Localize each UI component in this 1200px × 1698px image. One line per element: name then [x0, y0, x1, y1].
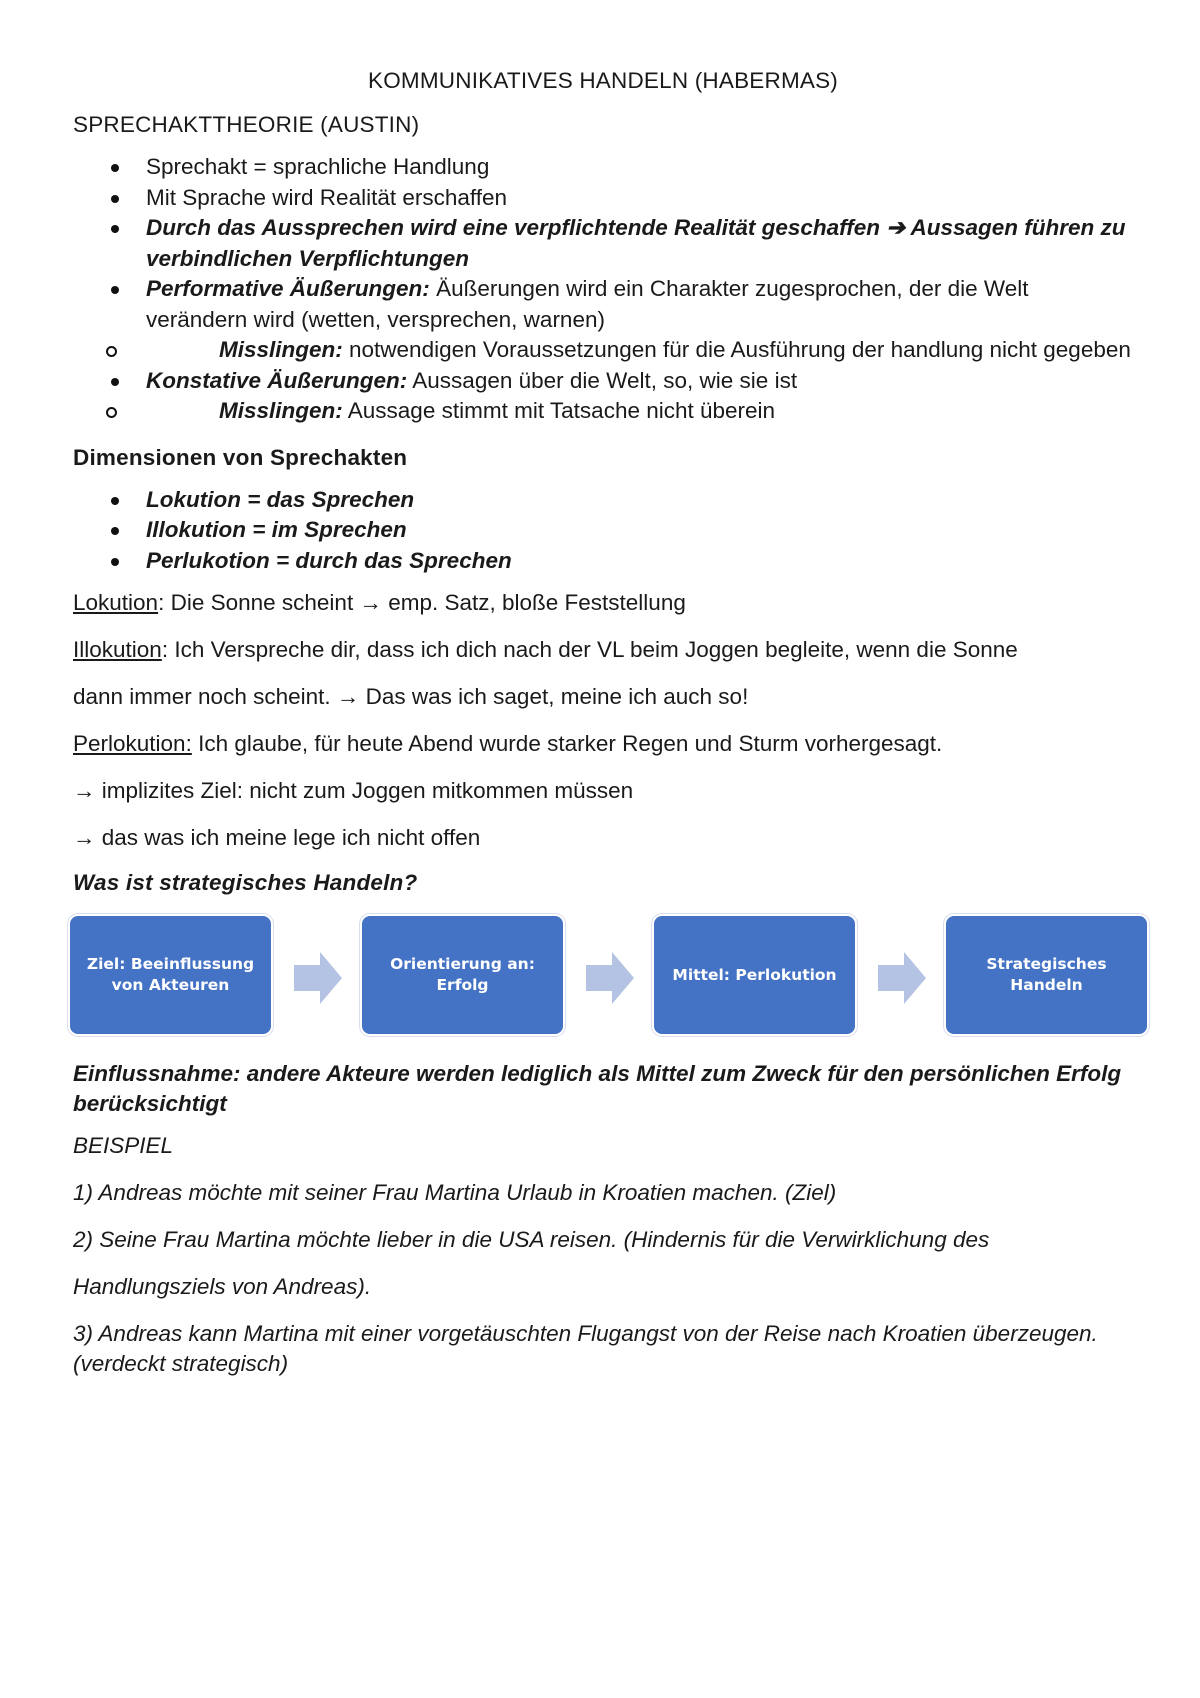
bullet-item	[73, 366, 1133, 427]
bullet-item	[73, 152, 1133, 183]
perlokution-text: Ich glaube, für heute Abend wurde starker Regen und Sturm vorhergesagt.	[191, 731, 943, 756]
sub-bullet-list	[73, 335, 1133, 366]
sub-bullet-item	[73, 335, 1133, 366]
beispiel-heading: BEISPIEL	[73, 1133, 174, 1158]
bullet-item	[73, 213, 1133, 274]
bullet-text: Äußerungen wird ein Charakter zugesprochen, der die Welt verändern wird (wetten, versprechen, warnen)	[146, 276, 1029, 332]
dimensionen-bullet-list	[73, 485, 1133, 577]
arrow-right-icon	[878, 952, 926, 1004]
lokution-paragraph	[73, 588, 1133, 618]
lokution-label: Lokution	[73, 590, 159, 615]
lokution-text: : Die Sonne scheint → emp. Satz, bloße Feststellung	[158, 590, 686, 615]
example-line-3: 3) Andreas kann Martina mit einer vorgetäuschten Flugangst von der Reise nach Kroatien überzeugen. (verdeckt strategisch)	[73, 1321, 1098, 1376]
illokution-paragraph-cont	[73, 682, 1133, 712]
illokution-paragraph	[73, 635, 1133, 665]
example-line-2: 2) Seine Frau Martina möchte lieber in die USA reisen. (Hindernis für die Verwirklichung des	[73, 1227, 990, 1252]
illokution-text-cont: dann immer noch scheint. → Das was ich saget, meine ich auch so!	[73, 684, 749, 709]
bullet-item	[73, 183, 1133, 214]
example-line-2-cont: Handlungsziels von Andreas).	[73, 1274, 372, 1299]
process-step-orientierung: Orientierung an: Erfolg	[360, 914, 565, 1036]
arrow-right-icon	[294, 952, 342, 1004]
document-page	[73, 68, 1133, 1396]
document-title: KOMMUNIKATIVES HANDELN (HABERMAS)	[368, 68, 838, 93]
section-heading-dimensionen: Dimensionen von Sprechakten	[73, 444, 408, 470]
process-step-mittel: Mittel: Perlokution	[652, 914, 857, 1036]
bullet-text: Illokution = im Sprechen	[146, 517, 407, 542]
perlokution-label: Perlokution:	[73, 731, 192, 756]
sub-bullet-text: Aussage stimmt mit Tatsache nicht überein	[342, 398, 776, 423]
arrow-right-icon	[586, 952, 634, 1004]
process-step-ziel: Ziel: Beeinflussung von Akteuren	[68, 914, 273, 1036]
bullet-text: Perlukotion = durch das Sprechen	[146, 547, 512, 573]
example-line-1: 1) Andreas möchte mit seiner Frau Martina Urlaub in Kroatien machen. (Ziel)	[73, 1180, 837, 1205]
bullet-text: Mit Sprache wird Realität erschaffen	[146, 184, 507, 210]
einflussnahme-paragraph: Einflussnahme: andere Akteure werden lediglich als Mittel zum Zweck für den persönlichen Erfolg berücksichtigt	[73, 1061, 1122, 1116]
illokution-text: : Ich Verspreche dir, dass ich dich nach der VL beim Joggen begleite, wenn die Sonne	[161, 637, 1018, 662]
bullet-item	[73, 546, 1133, 577]
bullet-text: Lokution = das Sprechen	[146, 486, 415, 512]
bullet-label: Performative Äußerungen:	[146, 276, 430, 301]
section-heading-strategisches-handeln: Was ist strategisches Handeln?	[73, 870, 418, 895]
sub-bullet-label: Misslingen:	[219, 398, 343, 423]
implicit-goal-line: → implizites Ziel: nicht zum Joggen mitkommen müssen	[73, 778, 634, 803]
sub-bullet-label: Misslingen:	[219, 337, 343, 362]
bullet-text: Durch das Aussprechen wird eine verpflichtende Realität geschaffen ➔ Aussagen führen zu verbindlichen Verpflichtungen	[146, 215, 1126, 271]
section-heading-sprechakttheorie: SPRECHAKTTHEORIE (AUSTIN)	[73, 112, 420, 137]
sub-bullet-item	[73, 396, 1133, 427]
bullet-text: Sprechakt = sprachliche Handlung	[146, 154, 490, 179]
sprechakt-bullet-list	[73, 152, 1133, 427]
sub-bullet-list	[73, 396, 1133, 427]
hidden-meaning-line: → das was ich meine lege ich nicht offen	[73, 825, 481, 850]
illokution-label: Illokution	[73, 637, 162, 662]
perlokution-paragraph	[73, 729, 1133, 759]
bullet-item	[73, 274, 1133, 366]
bullet-item	[73, 515, 1133, 546]
process-diagram	[68, 914, 1148, 1044]
sub-bullet-text: notwendigen Voraussetzungen für die Ausführung der handlung nicht gegeben	[342, 337, 1131, 362]
bullet-label: Konstative Äußerungen:	[146, 367, 408, 393]
process-step-strategisches-handeln: Strategisches Handeln	[944, 914, 1149, 1036]
bullet-item	[73, 485, 1133, 516]
bullet-text: Aussagen über die Welt, so, wie sie ist	[407, 367, 798, 393]
